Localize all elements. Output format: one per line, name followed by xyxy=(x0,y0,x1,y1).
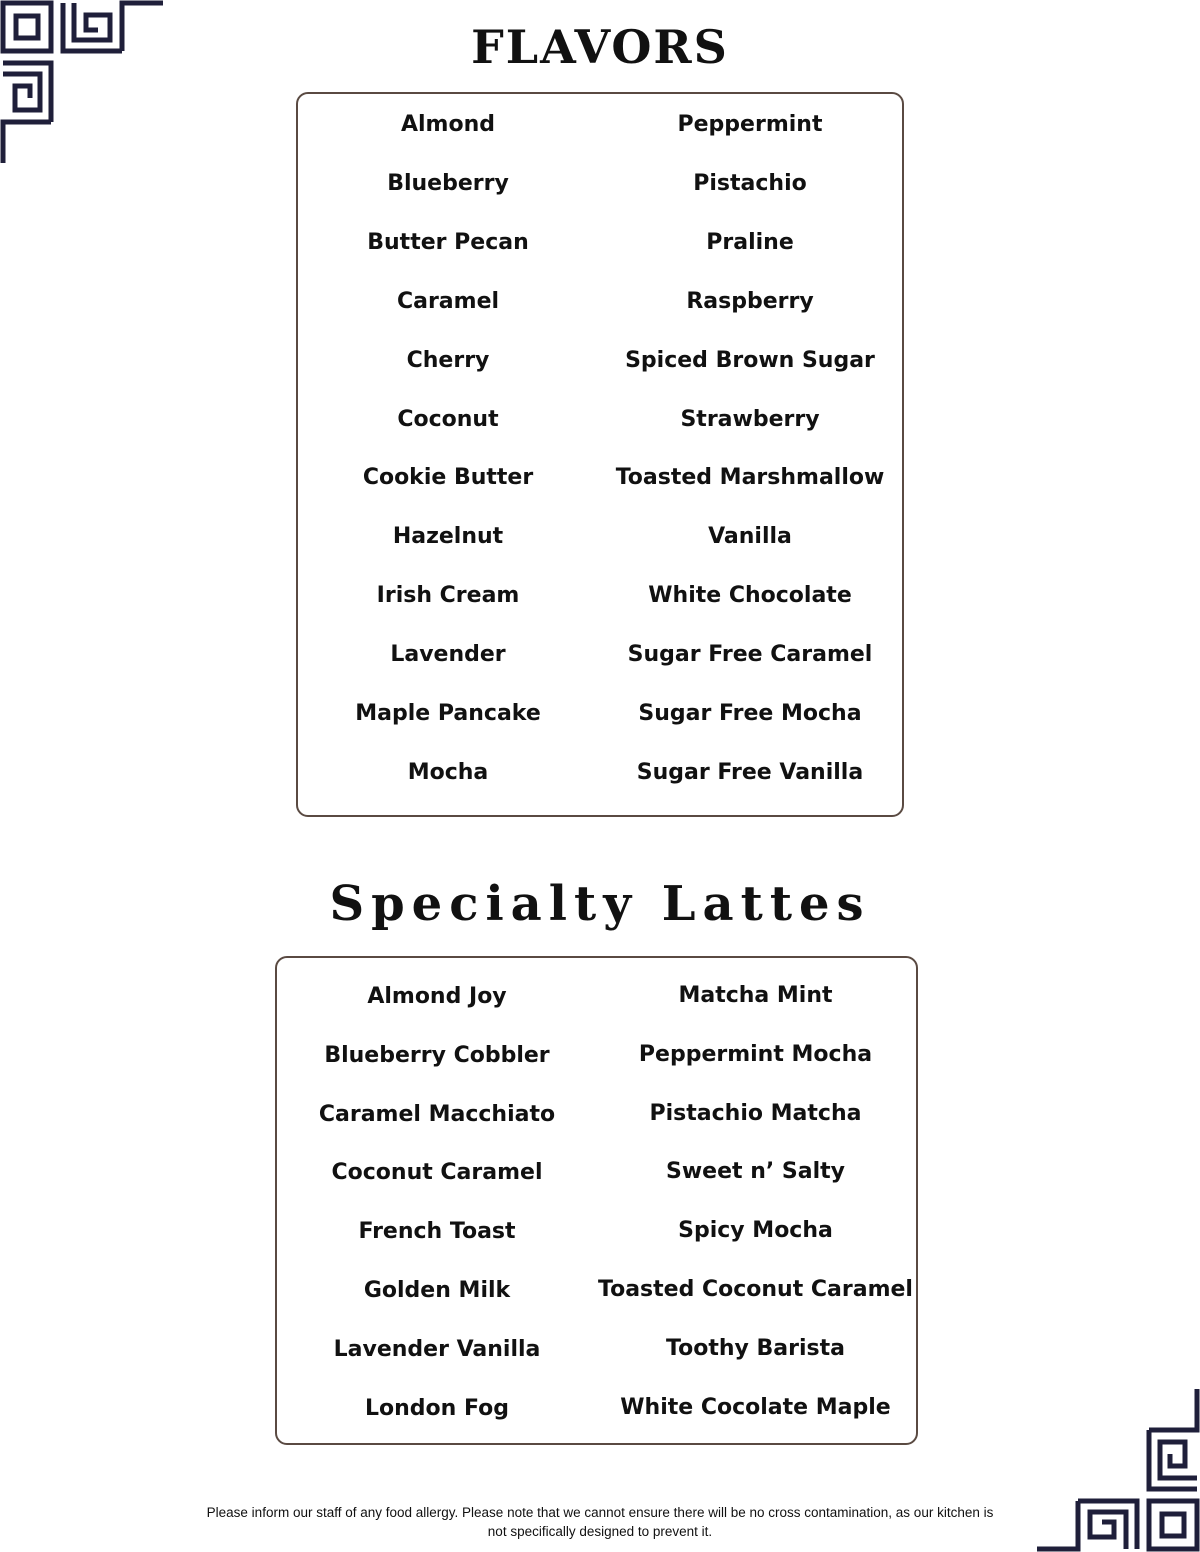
flavor-item: Raspberry xyxy=(686,288,814,314)
greek-key-ornament-bottom-right xyxy=(1030,1382,1200,1552)
latte-item: Toasted Coconut Caramel xyxy=(598,1277,913,1302)
flavor-item: Sugar Free Mocha xyxy=(638,701,862,726)
flavor-item: Cherry xyxy=(406,347,490,373)
flavor-item: Vanilla xyxy=(708,524,792,550)
latte-item: Spicy Mocha xyxy=(678,1218,833,1244)
latte-item: London Fog xyxy=(365,1395,509,1421)
latte-item: Almond Joy xyxy=(367,984,507,1009)
latte-item: Toothy Barista xyxy=(666,1335,845,1361)
flavor-item: Hazelnut xyxy=(392,524,504,550)
latte-item: Sweet n’ Salty xyxy=(666,1159,845,1185)
latte-item: Golden Milk xyxy=(363,1278,511,1303)
flavor-item: Toasted Marshmallow xyxy=(615,465,885,491)
allergy-notice xyxy=(150,1503,1050,1541)
specialty-lattes-title: Specialty Lattes xyxy=(329,876,871,932)
flavor-item: Lavender xyxy=(390,642,506,668)
latte-item: Blueberry Cobbler xyxy=(324,1042,550,1068)
flavor-item: Strawberry xyxy=(680,406,820,432)
allergy-notice-line-2: not specifically designed to prevent it. xyxy=(487,1524,713,1539)
flavor-item: Cookie Butter xyxy=(362,465,534,491)
flavor-item: Caramel xyxy=(396,288,500,314)
flavor-item: Peppermint xyxy=(677,112,823,137)
flavors-title: FLAVORS xyxy=(471,20,729,74)
latte-item: French Toast xyxy=(358,1219,516,1245)
flavor-item: Butter Pecan xyxy=(367,229,529,255)
flavor-item: White Chocolate xyxy=(648,583,852,609)
latte-item: White Cocolate Maple xyxy=(620,1394,891,1420)
latte-item: Caramel Macchiato xyxy=(318,1101,556,1127)
flavor-item: Sugar Free Vanilla xyxy=(636,759,864,785)
flavor-item: Sugar Free Caramel xyxy=(627,642,873,668)
latte-item: Pistachio Matcha xyxy=(649,1100,862,1126)
flavor-item: Coconut xyxy=(397,406,499,432)
flavor-item: Blueberry xyxy=(387,170,509,196)
latte-item: Coconut Caramel xyxy=(331,1160,543,1186)
latte-item: Matcha Mint xyxy=(678,983,833,1008)
flavor-item: Praline xyxy=(706,229,794,255)
flavor-item: Maple Pancake xyxy=(355,701,541,726)
latte-item: Peppermint Mocha xyxy=(638,1041,873,1067)
flavor-item: Almond xyxy=(400,112,495,137)
flavor-item: Mocha xyxy=(407,759,489,785)
flavors-box xyxy=(296,92,904,817)
flavor-item: Pistachio xyxy=(693,170,807,196)
allergy-notice-line-1: Please inform our staff of any food allergy. Please note that we cannot ensure there will be no cross contamination, as our kitchen is xyxy=(206,1505,994,1520)
latte-item: Lavender Vanilla xyxy=(333,1336,541,1362)
lattes-box xyxy=(275,956,918,1445)
flavor-item: Irish Cream xyxy=(376,583,520,609)
flavor-item: Spiced Brown Sugar xyxy=(625,347,875,373)
